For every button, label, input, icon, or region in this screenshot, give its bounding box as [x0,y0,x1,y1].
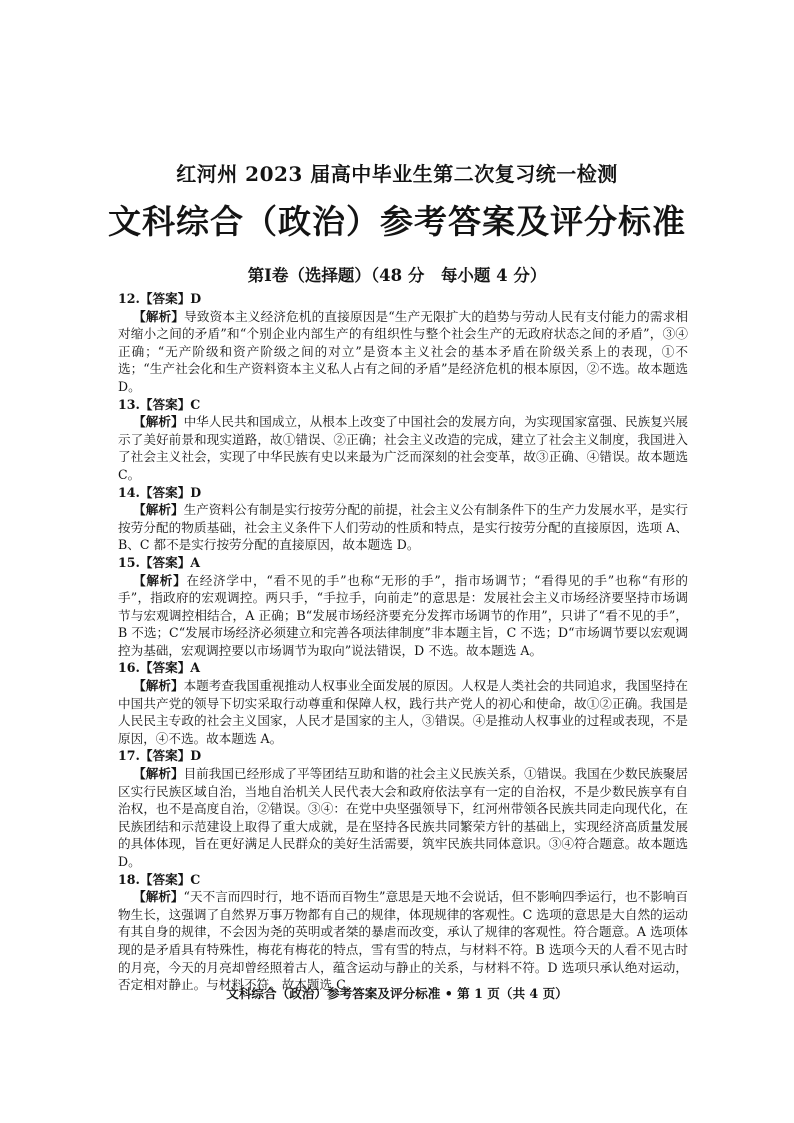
question-number: 12. [118,291,140,306]
explanation-text: 目前我国已经形成了平等团结互助和谐的社会主义民族关系，①错误。我国在少数民族聚居区实行民族区域自治，当地自治机关人民代表大会和政府依法享有一定的自治权，不是少数民族享有自治权，也不是高度自治，②错误。③④：在党中央坚强领导下，红河州带领各民族共同走向现代化，在民族团结和示范建设上取得了重大成就，是在坚持各民族共同繁荣方针的基础上，实现经济高质量发展的具体体现，旨在更好满足人民群众的美好生活需要，筑牢民族共同体意识。③④符合题意。故本题选 D。 [118,766,689,869]
question-block [118,484,688,554]
answer-letter: D [190,748,202,764]
answer-letter: C [190,871,201,887]
question-block [118,290,688,396]
answer-tag: 【答案】 [139,748,191,764]
explanation-text: 生产资料公有制是实行按劳分配的前提，社会主义公有制条件下的生产力发展水平，是实行按劳分配的物质基础，社会主义条件下人们劳动的性质和特点，是实行按劳分配的直接原因，选项 A、B、C 都不是实行按劳分配的直接原因，故本题选 D。 [118,502,689,553]
explanation-tag: 【解析】 [133,678,184,694]
section-heading: 第Ⅰ卷（选择题）（48 分 每小题 4 分） [247,266,547,285]
answer-line [118,554,688,572]
explanation-text: 本题考查我国重视推动人权事业全面发展的原因。人权是人类社会的共同追求，我国坚持在中国共产党的领导下切实采取行动尊重和保障人权，践行共产党人的初心和使命，故①②正确。我国是人民民主专政的社会主义国家，人民才是国家的主人，③错误。④是推动人权事业的过程或表现，不是原因，④不选。故本题选 A。 [118,678,689,746]
explanation [118,308,688,396]
answer-letter: A [190,554,201,570]
question-block [118,554,688,660]
answer-tag: 【答案】 [139,396,191,412]
explanation-tag: 【解析】 [133,308,185,324]
explanation-tag: 【解析】 [133,572,187,588]
explanation-text: 在经济学中，“看不见的手”也称“无形的手”，指市场调节；“看得见的手”也称“有形的手”，指政府的宏观调控。两只手，“手拉手，向前走”的意思是：发展社会主义市场经济要坚持市场调节与宏观调控相结合，A 正确；B“发展市场经济要充分发挥市场调节的作用”，只讲了“看不见的手”，B 不选；C“发展市场经济必须建立和完善各项法律制度”非本题主旨，C 不选；D“市场调节要以宏观调控为基础，宏观调控要以市场调节为取向”说法错误，D 不选。故本题选 A。 [118,572,689,658]
explanation [118,572,688,660]
answer-line [118,871,688,889]
answer-letter: A [190,660,201,676]
answer-line [118,747,688,765]
explanation [118,413,688,483]
answer-line [118,659,688,677]
answer-tag: 【答案】 [139,291,191,306]
answer-letter: D [190,291,202,306]
answer-tag: 【答案】 [139,871,191,887]
question-number: 13. [118,396,140,412]
explanation-tag: 【解析】 [133,414,184,430]
explanation-text: 导致资本主义经济危机的直接原因是“生产无限扩大的趋势与劳动人民有支付能力的需求相对缩小之间的矛盾”和“个别企业内部生产的有组织性与整个社会生产的无政府状态之间的矛盾”，③④正确；“无产阶级和资产阶级之间的对立”是资本主义社会的基本矛盾在阶级关系上的表现，①不选；“生产社会化和生产资料资本主义私人占有之间的矛盾”是经济危机的根本原因，②不选。故本题选 D。 [118,308,688,394]
question-block [118,659,688,747]
question-number: 17. [118,748,140,764]
page-footer: 文科综合（政治）参考答案及评分标准 • 第 1 页（共 4 页） [226,986,568,1001]
answer-line [118,484,688,502]
answer-tag: 【答案】 [139,660,191,676]
explanation-tag: 【解析】 [133,766,184,782]
answer-letter: C [190,396,201,412]
explanation [118,765,688,871]
question-block [118,747,688,870]
explanation [118,888,688,994]
answer-tag: 【答案】 [139,484,191,500]
question-number: 16. [118,660,140,676]
answer-tag: 【答案】 [139,554,191,570]
explanation-tag: 【解析】 [133,502,184,518]
document-title: 文科综合（政治）参考答案及评分标准 [108,202,686,241]
question-block [118,396,688,484]
question-block [118,871,688,994]
answer-list [118,290,688,994]
answer-letter: D [190,484,202,500]
question-number: 18. [118,871,140,887]
question-number: 15. [118,554,140,570]
exam-subtitle: 红河州 2023 届高中毕业生第二次复习统一检测 [176,162,618,186]
explanation-text: “天不言而四时行，地不语而百物生”意思是天地不会说话，但不影响四季运行，也不影响百物生长，这强调了自然界万事万物都有自己的规律，体现规律的客观性。C 选项的意思是大自然的运动有其自身的规律，不会因为尧的英明或者桀的暴虐而改变，承认了规律的客观性。符合题意。A 选项体现的是矛盾具有特殊性，梅花有梅花的特点，雪有雪的特点，与材料不符。B 选项今天的人看不见古时的月亮，今天的月亮却曾经照着古人，蕴含运动与静止的关系，与材料不符。D 选项只承认绝对运动，否定相对静止。与材料不符。故本题选 C。 [118,889,688,993]
explanation-text: 中华人民共和国成立，从根本上改变了中国社会的发展方向，为实现国家富强、民族复兴展示了美好前景和现实道路，故①错误、②正确；社会主义改造的完成，建立了社会主义制度，我国进入了社会主义社会，实现了中华民族有史以来最为广泛而深刻的社会变革，故③正确、④错误。故本题选 C。 [118,414,689,482]
answer-line [118,290,688,308]
answer-line [118,396,688,414]
explanation-tag: 【解析】 [133,889,184,905]
explanation [118,501,688,554]
question-number: 14. [118,484,140,500]
explanation [118,677,688,747]
